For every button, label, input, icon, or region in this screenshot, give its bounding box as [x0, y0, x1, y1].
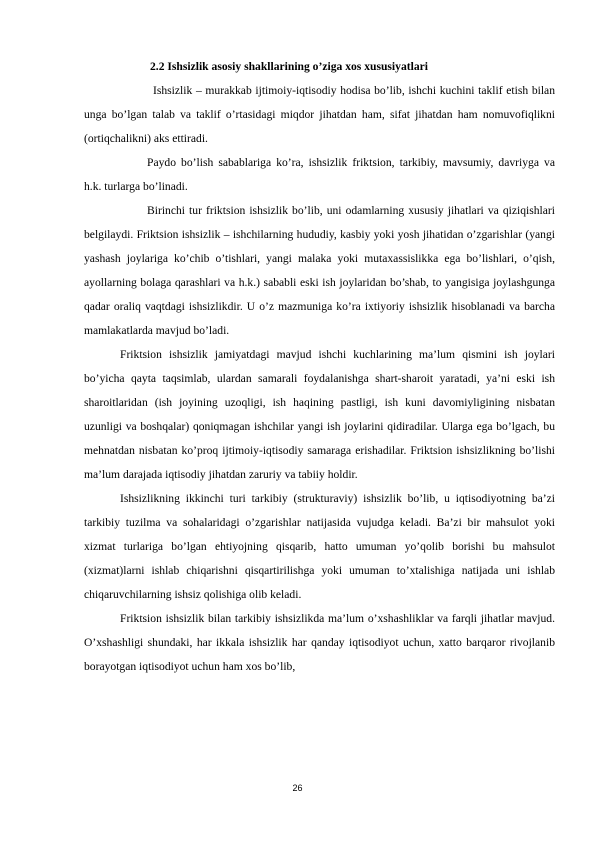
paragraph-5: Ishsizlikning ikkinchi turi tarkibiy (strukturaviy) ishsizlik bo’lib, u iqtisodiyotning ba’zi tarkibiy tuzilma va sohalaridagi o’zgarishlar natijasida vujudga keladi. Ba’zi bir mahsulot yoki xizmat turlariga bo’lgan ehtiyojning qisqarib, hatto umuman yo’qolib borishi bu mahsulot (xizmat)larni ishlab chiqarishni qisqartirilishga yoki umuman to’xtalishiga natijada uni ishlab chiqaruvchilarning ishsiz qolishiga olib keladi. — [84, 492, 555, 601]
text-body — [84, 55, 555, 679]
paragraph-2: Paydo bo’lish sabablariga ko’ra, ishsizlik friktsion, tarkibiy, mavsumiy, davriyga va h.k. turlarga bo’linadi. — [84, 156, 555, 193]
paragraph-6: Friktsion ishsizlik bilan tarkibiy ishsizlikda ma’lum o’xshashliklar va farqli jihatlar mavjud. O’xshashligi shundaki, har ikkala ishsizlik har qanday iqtisodiyot uchun, xatto barqaror rivojlanib borayotgan iqtisodiyot uchun ham xos bo’lib, — [84, 612, 555, 673]
page-number: 26 — [292, 783, 303, 793]
paragraph-1: Ishsizlik – murakkab ijtimoiy-iqtisodiy hodisa bo’lib, ishchi kuchini taklif etish bilan unga bo’lgan talab va taklif o’rtasidagi miqdor jihatdan ham, sifat jihatdan ham nomuvofiqlikni (ortiqchalikni) aks ettiradi. — [84, 84, 555, 145]
paragraph-4: Friktsion ishsizlik jamiyatdagi mavjud ishchi kuchlarining ma’lum qismini ish joylari bo’yicha qayta taqsimlab, ulardan samarali foydalanishga shart-sharoit yaratadi, ya’ni eski ish sharoitlaridan (ish joyining uzoqligi, ish haqining pastligi, ish kuni davomiyligining nisbatan uzunligi va boshqalar) qoniqmagan ishchilar yangi ish joylarini qidiradilar. Ularga ega bo’lgach, bu mehnatdan nisbatan ko’proq ijtimoiy-iqtisodiy samaraga erishadilar. Friktsion ishsizlikning bo’lishi ma’lum darajada iqtisodiy jihatdan zaruriy va tabiiy holdir. — [84, 348, 555, 481]
paragraph-3: Birinchi tur friktsion ishsizlik bo’lib, uni odamlarning xususiy jihatlari va qiziqishlari belgilaydi. Friktsion ishsizlik – ishchilarning hududiy, kasbiy yoki yosh jihatidan o’zgarishlar (yangi yashash joylariga ko’chib o’tishlari, yangi malaka yoki mutaxassislikka ega bo’lishlari, o’qish, ayollarning bolaga qarashlari va h.k.) sababli eski ish joylaridan bo’shab, to yangisiga joylashgunga qadar oraliq vaqtdagi ishsizlikdir. U o’z mazmuniga ko’ra ixtiyoriy ishsizlik hisoblanadi va barcha mamlakatlarda mavjud bo’ladi. — [84, 204, 555, 337]
section-title: 2.2 Ishsizlik asosiy shakllarining o’ziga xos xususiyatlari — [150, 60, 428, 73]
